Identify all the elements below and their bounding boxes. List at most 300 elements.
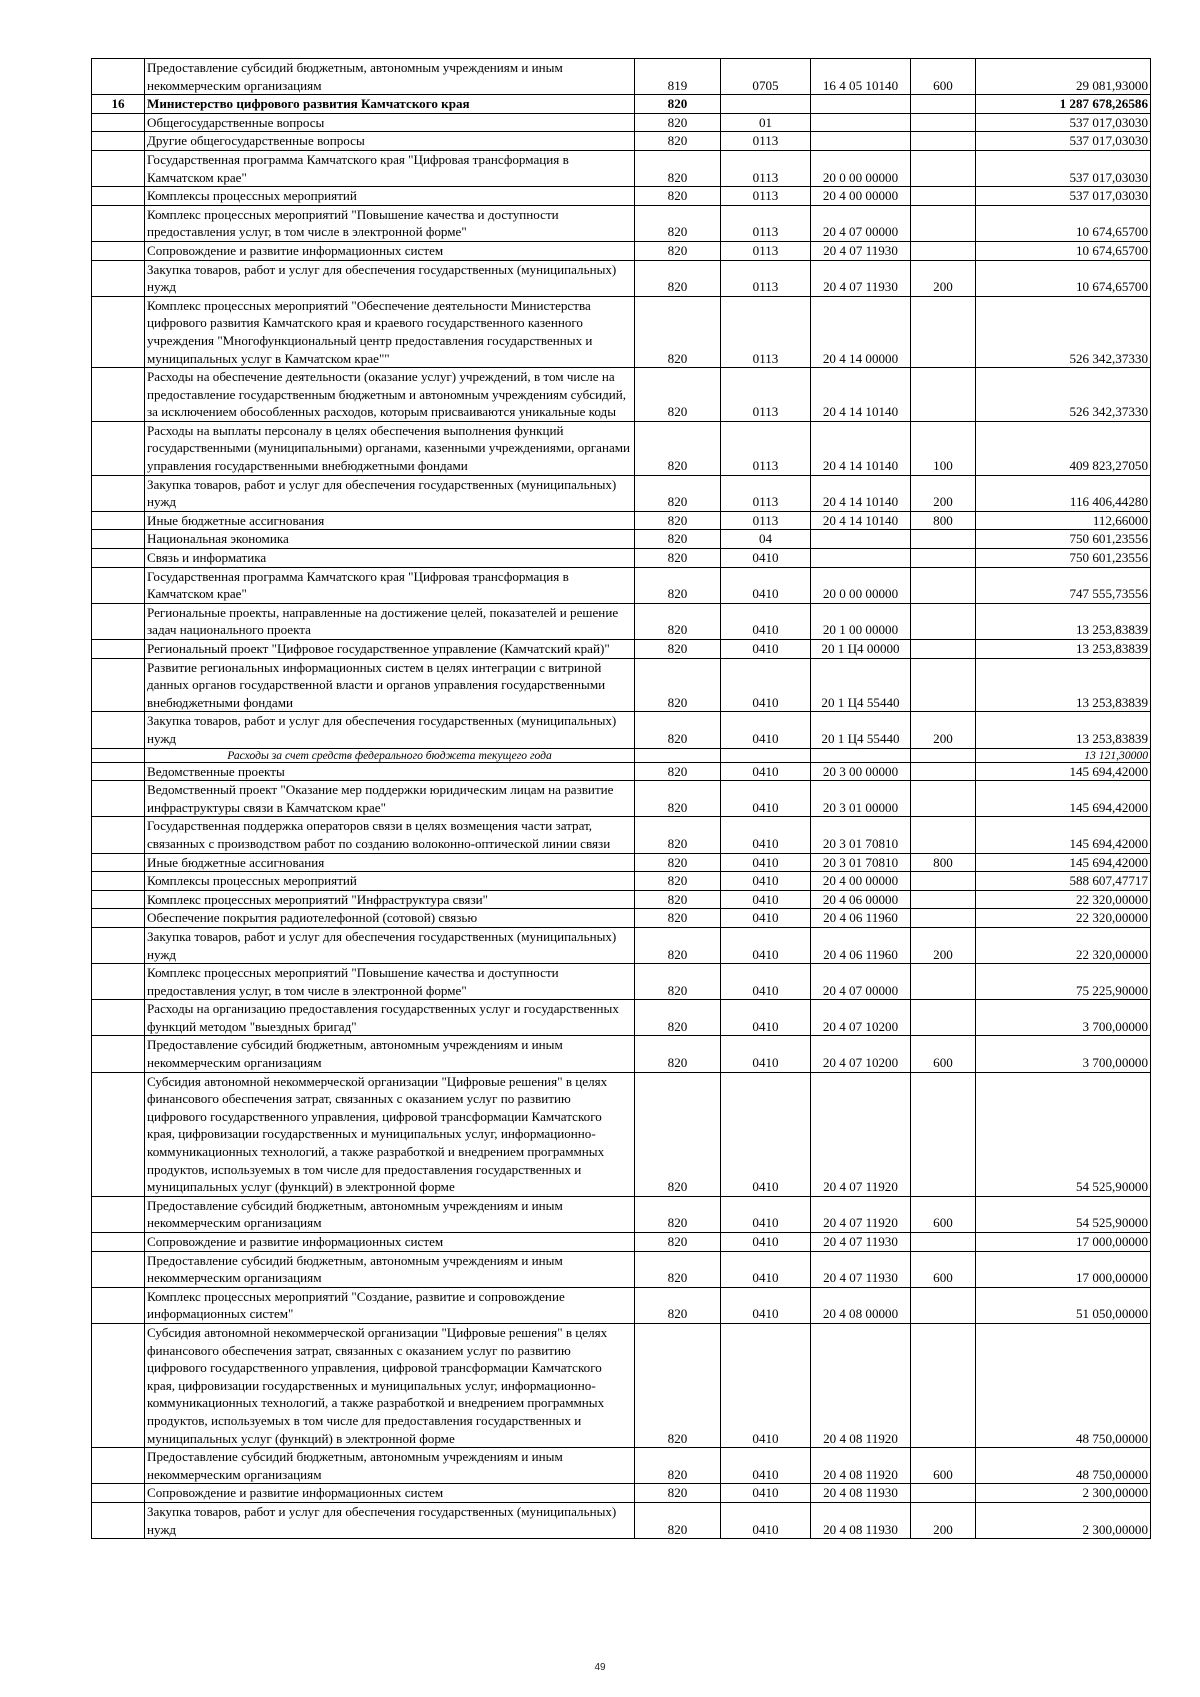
expense-type-cell (911, 296, 976, 367)
row-number-cell (92, 712, 145, 748)
target-article-cell: 20 4 06 00000 (811, 890, 911, 909)
table-row (92, 296, 1151, 367)
admin-code-cell: 820 (635, 241, 721, 260)
section-code-cell: 0113 (721, 205, 811, 241)
target-article-cell: 20 1 Ц4 00000 (811, 640, 911, 659)
expense-type-cell (911, 817, 976, 853)
admin-code-cell: 820 (635, 421, 721, 475)
target-article-cell: 20 4 08 11920 (811, 1323, 911, 1447)
table-row (92, 1484, 1151, 1503)
target-article-cell (811, 549, 911, 568)
table-row (92, 1448, 1151, 1484)
expense-type-cell (911, 640, 976, 659)
table-row (92, 817, 1151, 853)
table-row (92, 95, 1151, 114)
target-article-cell: 16 4 05 10140 (811, 59, 911, 95)
section-code-cell: 0410 (721, 712, 811, 748)
amount-cell: 13 253,83839 (976, 658, 1151, 712)
description-cell: Предоставление субсидий бюджетным, автономным учреждениям и иным некоммерческим организациям (145, 1448, 635, 1484)
section-code-cell: 0113 (721, 475, 811, 511)
table-row (92, 241, 1151, 260)
admin-code-cell: 820 (635, 567, 721, 603)
expense-type-cell (911, 909, 976, 928)
row-number-cell (92, 368, 145, 422)
expense-type-cell (911, 132, 976, 151)
section-code-cell: 0410 (721, 762, 811, 781)
row-number-cell (92, 762, 145, 781)
admin-code-cell: 820 (635, 817, 721, 853)
target-article-cell (811, 132, 911, 151)
admin-code-cell: 820 (635, 260, 721, 296)
table-row (92, 872, 1151, 891)
amount-cell: 750 601,23556 (976, 549, 1151, 568)
description-cell: Иные бюджетные ассигнования (145, 853, 635, 872)
description-cell: Государственная программа Камчатского края "Цифровая трансформация в Камчатском крае" (145, 150, 635, 186)
expense-type-cell (911, 1000, 976, 1036)
section-code-cell: 0410 (721, 1196, 811, 1232)
description-cell: Национальная экономика (145, 530, 635, 549)
expense-type-cell: 600 (911, 59, 976, 95)
description-cell: Иные бюджетные ассигнования (145, 511, 635, 530)
row-number-cell (92, 909, 145, 928)
section-code-cell: 0410 (721, 1000, 811, 1036)
amount-cell: 2 300,00000 (976, 1502, 1151, 1538)
admin-code-cell: 820 (635, 475, 721, 511)
admin-code-cell: 820 (635, 890, 721, 909)
admin-code-cell: 820 (635, 1196, 721, 1232)
admin-code-cell (635, 748, 721, 762)
row-number-cell (92, 1196, 145, 1232)
target-article-cell: 20 4 14 10140 (811, 421, 911, 475)
table-row (92, 964, 1151, 1000)
section-code-cell: 0410 (721, 1072, 811, 1196)
section-code-cell: 0410 (721, 927, 811, 963)
expense-type-cell (911, 1323, 976, 1447)
target-article-cell: 20 4 07 11930 (811, 260, 911, 296)
target-article-cell: 20 0 00 00000 (811, 150, 911, 186)
admin-code-cell: 820 (635, 1233, 721, 1252)
table-row (92, 530, 1151, 549)
section-code-cell: 0113 (721, 150, 811, 186)
table-row (92, 511, 1151, 530)
section-code-cell: 0113 (721, 187, 811, 206)
row-number-cell (92, 187, 145, 206)
expense-type-cell (911, 781, 976, 817)
table-row (92, 150, 1151, 186)
description-cell: Сопровождение и развитие информационных систем (145, 1233, 635, 1252)
row-number-cell (92, 549, 145, 568)
row-number-cell (92, 113, 145, 132)
target-article-cell (811, 530, 911, 549)
admin-code-cell: 820 (635, 1251, 721, 1287)
table-row (92, 421, 1151, 475)
expense-type-cell: 200 (911, 712, 976, 748)
admin-code-cell: 820 (635, 603, 721, 639)
admin-code-cell: 820 (635, 658, 721, 712)
target-article-cell: 20 4 14 10140 (811, 511, 911, 530)
admin-code-cell: 820 (635, 1502, 721, 1538)
row-number-cell (92, 296, 145, 367)
expense-type-cell (911, 368, 976, 422)
target-article-cell: 20 4 08 11930 (811, 1502, 911, 1538)
amount-cell: 10 674,65700 (976, 260, 1151, 296)
expense-type-cell: 200 (911, 927, 976, 963)
description-cell: Региональный проект "Цифровое государственное управление (Камчатский край)" (145, 640, 635, 659)
admin-code-cell: 820 (635, 530, 721, 549)
admin-code-cell: 820 (635, 1036, 721, 1072)
amount-cell: 22 320,00000 (976, 890, 1151, 909)
description-cell: Закупка товаров, работ и услуг для обеспечения государственных (муниципальных) нужд (145, 927, 635, 963)
target-article-cell: 20 4 14 10140 (811, 475, 911, 511)
section-code-cell: 0113 (721, 368, 811, 422)
row-number-cell (92, 150, 145, 186)
row-number-cell (92, 1036, 145, 1072)
description-cell: Развитие региональных информационных систем в целях интеграции с витриной данных органов государственной власти и органов управления государственными внебюджетными фондами (145, 658, 635, 712)
description-cell: Комплекс процессных мероприятий "Создание, развитие и сопровождение информационных систем" (145, 1287, 635, 1323)
table-row (92, 1233, 1151, 1252)
admin-code-cell: 820 (635, 762, 721, 781)
amount-cell: 526 342,37330 (976, 368, 1151, 422)
row-number-cell (92, 59, 145, 95)
description-cell: Сопровождение и развитие информационных систем (145, 241, 635, 260)
admin-code-cell: 820 (635, 187, 721, 206)
table-row (92, 187, 1151, 206)
description-cell: Связь и информатика (145, 549, 635, 568)
amount-cell: 747 555,73556 (976, 567, 1151, 603)
admin-code-cell: 820 (635, 1448, 721, 1484)
amount-cell: 2 300,00000 (976, 1484, 1151, 1503)
target-article-cell: 20 4 06 11960 (811, 909, 911, 928)
description-cell: Расходы на выплаты персоналу в целях обеспечения выполнения функций государственными (муниципальными) органами, казенными учреждениями, органами управления государственными внебюджетными фондами (145, 421, 635, 475)
admin-code-cell: 820 (635, 113, 721, 132)
row-number-cell (92, 640, 145, 659)
target-article-cell: 20 4 00 00000 (811, 872, 911, 891)
row-number-cell (92, 603, 145, 639)
admin-code-cell: 820 (635, 95, 721, 114)
table-row (92, 59, 1151, 95)
section-code-cell: 0410 (721, 640, 811, 659)
row-number-cell (92, 658, 145, 712)
row-number-cell (92, 748, 145, 762)
amount-cell: 17 000,00000 (976, 1251, 1151, 1287)
description-cell: Другие общегосударственные вопросы (145, 132, 635, 151)
row-number-cell (92, 511, 145, 530)
amount-cell: 54 525,90000 (976, 1196, 1151, 1232)
expense-type-cell (911, 95, 976, 114)
amount-cell: 145 694,42000 (976, 781, 1151, 817)
admin-code-cell: 820 (635, 1000, 721, 1036)
description-cell: Ведомственные проекты (145, 762, 635, 781)
description-cell: Комплекс процессных мероприятий "Повышение качества и доступности предоставления услуг, в том числе в электронной форме" (145, 964, 635, 1000)
description-cell: Комплекс процессных мероприятий "Обеспечение деятельности Министерства цифрового развития Камчатского края и краевого государственного казенного учреждения "Многофункциональный центр предоставления государственных и муниципальных услуг в Камчатском крае"" (145, 296, 635, 367)
row-number-cell (92, 964, 145, 1000)
target-article-cell: 20 4 07 11920 (811, 1196, 911, 1232)
target-article-cell: 20 4 14 00000 (811, 296, 911, 367)
expense-type-cell: 100 (911, 421, 976, 475)
target-article-cell: 20 3 00 00000 (811, 762, 911, 781)
row-number-cell (92, 781, 145, 817)
amount-cell: 75 225,90000 (976, 964, 1151, 1000)
row-number-cell (92, 1000, 145, 1036)
row-number-cell (92, 1502, 145, 1538)
description-cell: Сопровождение и развитие информационных систем (145, 1484, 635, 1503)
amount-cell: 48 750,00000 (976, 1323, 1151, 1447)
expense-type-cell (911, 187, 976, 206)
table-row (92, 260, 1151, 296)
admin-code-cell: 820 (635, 1072, 721, 1196)
description-cell: Расходы за счет средств федерального бюджета текущего года (145, 748, 635, 762)
description-cell: Комплекс процессных мероприятий "Повышение качества и доступности предоставления услуг, в том числе в электронной форме" (145, 205, 635, 241)
section-code-cell: 0113 (721, 241, 811, 260)
expense-type-cell (911, 964, 976, 1000)
section-code-cell: 0410 (721, 1323, 811, 1447)
table-row (92, 549, 1151, 568)
expense-type-cell (911, 658, 976, 712)
section-code-cell: 04 (721, 530, 811, 549)
amount-cell: 588 607,47717 (976, 872, 1151, 891)
row-number-cell (92, 817, 145, 853)
table-row (92, 927, 1151, 963)
expense-type-cell: 600 (911, 1448, 976, 1484)
expense-type-cell (911, 603, 976, 639)
table-row (92, 1000, 1151, 1036)
table-row (92, 853, 1151, 872)
target-article-cell (811, 748, 911, 762)
table-row (92, 1287, 1151, 1323)
expense-type-cell (911, 762, 976, 781)
description-cell: Субсидия автономной некоммерческой организации "Цифровые решения" в целях финансового обеспечения затрат, связанных с оказанием услуг по развитию цифрового государственного управления, цифровой трансформации Камчатского края, цифровизации государственных и муниципальных услуг, информационно-коммуникационных технологий, а также разработкой и внедрением программных продуктов, используемых в том числе для предоставления государственных и муниципальных услуг (функций) в электронной форме (145, 1323, 635, 1447)
section-code-cell: 0410 (721, 909, 811, 928)
expense-type-cell: 600 (911, 1196, 976, 1232)
admin-code-cell: 820 (635, 1323, 721, 1447)
table-row (92, 890, 1151, 909)
amount-cell: 3 700,00000 (976, 1000, 1151, 1036)
expense-type-cell (911, 748, 976, 762)
description-cell: Предоставление субсидий бюджетным, автономным учреждениям и иным некоммерческим организациям (145, 59, 635, 95)
target-article-cell (811, 113, 911, 132)
target-article-cell: 20 3 01 70810 (811, 853, 911, 872)
amount-cell: 1 287 678,26586 (976, 95, 1151, 114)
admin-code-cell: 820 (635, 132, 721, 151)
description-cell: Комплекс процессных мероприятий "Инфраструктура связи" (145, 890, 635, 909)
target-article-cell: 20 4 00 00000 (811, 187, 911, 206)
expense-type-cell (911, 1287, 976, 1323)
expense-type-cell (911, 530, 976, 549)
table-row (92, 205, 1151, 241)
section-code-cell: 0410 (721, 890, 811, 909)
table-row (92, 748, 1151, 762)
expense-type-cell (911, 1233, 976, 1252)
description-cell: Комплексы процессных мероприятий (145, 872, 635, 891)
row-number-cell (92, 1233, 145, 1252)
row-number-cell (92, 872, 145, 891)
section-code-cell: 0410 (721, 1233, 811, 1252)
admin-code-cell: 820 (635, 1484, 721, 1503)
section-code-cell: 01 (721, 113, 811, 132)
expense-type-cell: 800 (911, 511, 976, 530)
admin-code-cell: 820 (635, 640, 721, 659)
expense-type-cell (911, 567, 976, 603)
target-article-cell: 20 4 08 11920 (811, 1448, 911, 1484)
expense-type-cell: 200 (911, 260, 976, 296)
description-cell: Расходы на обеспечение деятельности (оказание услуг) учреждений, в том числе на предоставление государственным бюджетным и автономным учреждениям субсидий, за исключением обособленных расходов, которым присваиваются уникальные коды (145, 368, 635, 422)
target-article-cell: 20 4 07 10200 (811, 1000, 911, 1036)
section-code-cell: 0410 (721, 1484, 811, 1503)
admin-code-cell: 820 (635, 511, 721, 530)
expense-type-cell (911, 1484, 976, 1503)
table-row (92, 712, 1151, 748)
amount-cell: 537 017,03030 (976, 113, 1151, 132)
amount-cell: 13 253,83839 (976, 640, 1151, 659)
amount-cell: 54 525,90000 (976, 1072, 1151, 1196)
target-article-cell: 20 3 01 70810 (811, 817, 911, 853)
amount-cell: 17 000,00000 (976, 1233, 1151, 1252)
expense-type-cell (911, 890, 976, 909)
description-cell: Закупка товаров, работ и услуг для обеспечения государственных (муниципальных) нужд (145, 260, 635, 296)
description-cell: Закупка товаров, работ и услуг для обеспечения государственных (муниципальных) нужд (145, 1502, 635, 1538)
amount-cell: 29 081,93000 (976, 59, 1151, 95)
row-number-cell (92, 853, 145, 872)
target-article-cell: 20 4 06 11960 (811, 927, 911, 963)
amount-cell: 48 750,00000 (976, 1448, 1151, 1484)
table-row (92, 640, 1151, 659)
admin-code-cell: 820 (635, 549, 721, 568)
section-code-cell: 0410 (721, 603, 811, 639)
page-number: 49 (594, 1662, 606, 1673)
amount-cell: 145 694,42000 (976, 817, 1151, 853)
section-code-cell: 0113 (721, 260, 811, 296)
amount-cell: 537 017,03030 (976, 132, 1151, 151)
table-row (92, 368, 1151, 422)
section-code-cell: 0410 (721, 781, 811, 817)
admin-code-cell: 820 (635, 964, 721, 1000)
amount-cell: 112,66000 (976, 511, 1151, 530)
expense-type-cell (911, 1072, 976, 1196)
amount-cell: 750 601,23556 (976, 530, 1151, 549)
section-code-cell (721, 748, 811, 762)
amount-cell: 145 694,42000 (976, 762, 1151, 781)
expense-type-cell (911, 241, 976, 260)
target-article-cell: 20 1 00 00000 (811, 603, 911, 639)
description-cell: Предоставление субсидий бюджетным, автономным учреждениям и иным некоммерческим организациям (145, 1251, 635, 1287)
row-number-cell (92, 205, 145, 241)
expense-type-cell: 600 (911, 1036, 976, 1072)
row-number-cell (92, 927, 145, 963)
expense-type-cell: 200 (911, 1502, 976, 1538)
admin-code-cell: 820 (635, 1287, 721, 1323)
amount-cell: 10 674,65700 (976, 241, 1151, 260)
row-number-cell (92, 241, 145, 260)
description-cell: Министерство цифрового развития Камчатского края (145, 95, 635, 114)
admin-code-cell: 820 (635, 909, 721, 928)
target-article-cell: 20 4 14 10140 (811, 368, 911, 422)
row-number-cell (92, 1251, 145, 1287)
description-cell: Обеспечение покрытия радиотелефонной (сотовой) связью (145, 909, 635, 928)
section-code-cell: 0113 (721, 132, 811, 151)
section-code-cell: 0410 (721, 1251, 811, 1287)
row-number-cell (92, 890, 145, 909)
description-cell: Комплексы процессных мероприятий (145, 187, 635, 206)
description-cell: Государственная поддержка операторов связи в целях возмещения части затрат, связанных с производством работ по созданию волоконно-оптической линии связи (145, 817, 635, 853)
description-cell: Предоставление субсидий бюджетным, автономным учреждениям и иным некоммерческим организациям (145, 1196, 635, 1232)
expense-type-cell (911, 205, 976, 241)
table-row (92, 1072, 1151, 1196)
description-cell: Предоставление субсидий бюджетным, автономным учреждениям и иным некоммерческим организациям (145, 1036, 635, 1072)
amount-cell: 22 320,00000 (976, 909, 1151, 928)
target-article-cell: 20 4 07 11920 (811, 1072, 911, 1196)
table-row (92, 475, 1151, 511)
row-number-cell (92, 530, 145, 549)
section-code-cell: 0410 (721, 1502, 811, 1538)
admin-code-cell: 820 (635, 853, 721, 872)
section-code-cell: 0410 (721, 1287, 811, 1323)
target-article-cell: 20 4 08 11930 (811, 1484, 911, 1503)
budget-table (91, 58, 1151, 1539)
table-row (92, 909, 1151, 928)
amount-cell: 13 253,83839 (976, 603, 1151, 639)
expense-type-cell (911, 113, 976, 132)
description-cell: Закупка товаров, работ и услуг для обеспечения государственных (муниципальных) нужд (145, 712, 635, 748)
description-cell: Региональные проекты, направленные на достижение целей, показателей и решение задач национального проекта (145, 603, 635, 639)
row-number-cell (92, 132, 145, 151)
section-code-cell: 0410 (721, 872, 811, 891)
target-article-cell: 20 0 00 00000 (811, 567, 911, 603)
section-code-cell: 0410 (721, 658, 811, 712)
section-code-cell: 0113 (721, 421, 811, 475)
table-row (92, 781, 1151, 817)
table-row (92, 567, 1151, 603)
section-code-cell: 0410 (721, 817, 811, 853)
admin-code-cell: 820 (635, 150, 721, 186)
table-row (92, 1251, 1151, 1287)
amount-cell: 537 017,03030 (976, 187, 1151, 206)
section-code-cell: 0113 (721, 296, 811, 367)
target-article-cell: 20 4 08 00000 (811, 1287, 911, 1323)
admin-code-cell: 820 (635, 205, 721, 241)
target-article-cell: 20 1 Ц4 55440 (811, 712, 911, 748)
amount-cell: 3 700,00000 (976, 1036, 1151, 1072)
amount-cell: 116 406,44280 (976, 475, 1151, 511)
target-article-cell: 20 4 07 00000 (811, 964, 911, 1000)
section-code-cell: 0410 (721, 1036, 811, 1072)
table-row (92, 762, 1151, 781)
table-row (92, 1036, 1151, 1072)
amount-cell: 51 050,00000 (976, 1287, 1151, 1323)
amount-cell: 145 694,42000 (976, 853, 1151, 872)
row-number-cell (92, 421, 145, 475)
admin-code-cell: 820 (635, 927, 721, 963)
target-article-cell: 20 4 07 11930 (811, 1233, 911, 1252)
row-number-cell (92, 1484, 145, 1503)
amount-cell: 13 121,30000 (976, 748, 1151, 762)
admin-code-cell: 820 (635, 368, 721, 422)
target-article-cell: 20 1 Ц4 55440 (811, 658, 911, 712)
row-number-cell (92, 1287, 145, 1323)
description-cell: Общегосударственные вопросы (145, 113, 635, 132)
target-article-cell: 20 4 07 11930 (811, 241, 911, 260)
expense-type-cell: 600 (911, 1251, 976, 1287)
admin-code-cell: 819 (635, 59, 721, 95)
row-number-cell (92, 1448, 145, 1484)
expense-type-cell (911, 872, 976, 891)
target-article-cell: 20 4 07 10200 (811, 1036, 911, 1072)
amount-cell: 537 017,03030 (976, 150, 1151, 186)
description-cell: Государственная программа Камчатского края "Цифровая трансформация в Камчатском крае" (145, 567, 635, 603)
amount-cell: 13 253,83839 (976, 712, 1151, 748)
row-number-cell: 16 (92, 95, 145, 114)
row-number-cell (92, 567, 145, 603)
section-code-cell (721, 95, 811, 114)
